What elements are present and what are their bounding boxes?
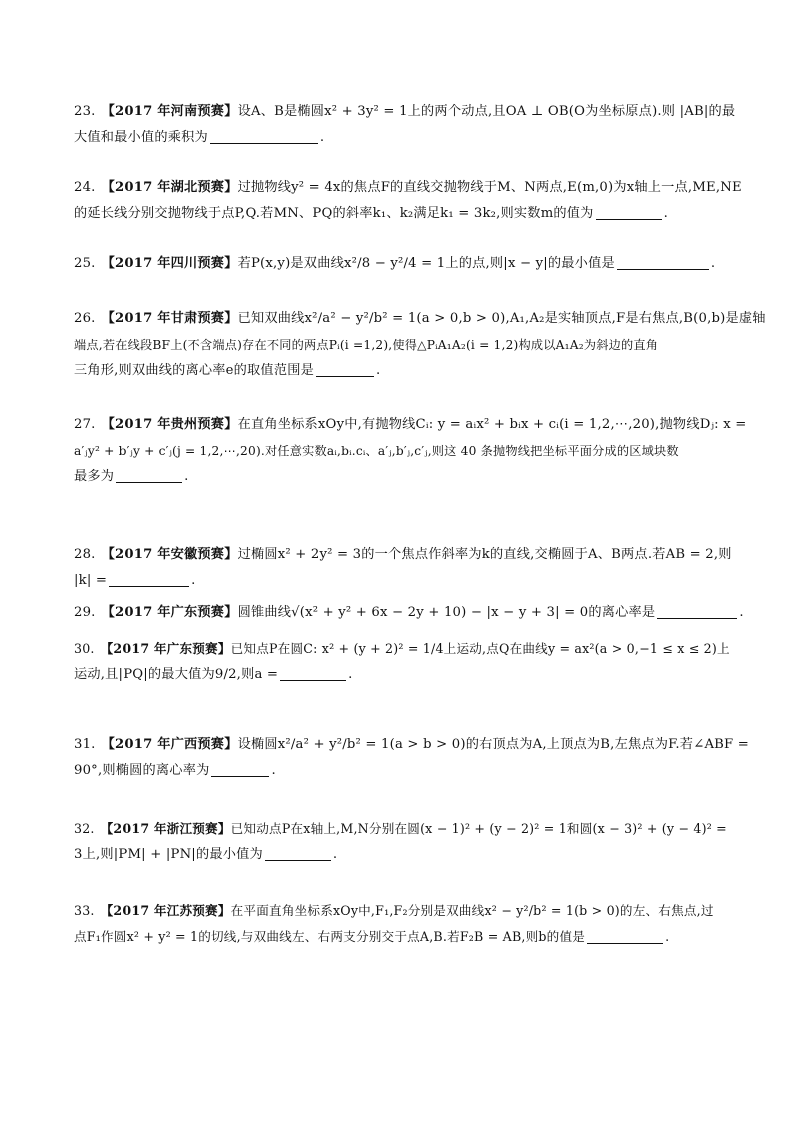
problem-line xyxy=(74,568,724,594)
problem-line xyxy=(74,251,724,277)
problem-line xyxy=(74,842,724,868)
problem-number: 30. xyxy=(74,641,95,656)
problem-number: 28. xyxy=(74,547,96,562)
problem-source-tag: 【2017 年广东预赛】 xyxy=(101,605,238,620)
problem-number: 24. xyxy=(74,180,96,195)
problem-text: 过椭圆x² + 2y² = 3的一个焦点作斜率为k的直线,交椭圆于A、B两点.若AB = 2,则 xyxy=(237,547,732,562)
problem-text: 已知双曲线x²/a² − y²/b² = 1(a > 0,b > 0),A₁,A₂是实轴顶点,F是右焦点,B(0,b)是虚轴 xyxy=(237,311,766,326)
problem-source-tag: 【2017 年广东预赛】 xyxy=(100,641,231,656)
problem-line xyxy=(74,542,732,568)
problem-tail: . xyxy=(319,130,325,145)
problem-text: 最多为 xyxy=(74,469,115,484)
problem-line xyxy=(74,125,724,151)
problem-text: 过抛物线y² = 4x的焦点F的直线交抛物线于M、N两点,E(m,0)为x轴上一点,ME,NE xyxy=(237,180,742,195)
answer-blank[interactable] xyxy=(211,762,269,777)
problem-tail: . xyxy=(663,206,668,221)
problem-24 xyxy=(74,175,742,227)
answer-blank[interactable] xyxy=(617,255,709,270)
problem-text: 在平面直角坐标系xOy中,F₁,F₂分别是双曲线x² − y²/b² = 1(b > 0)的左、右焦点,过 xyxy=(230,903,714,918)
problem-text: 大值和最小值的乘积为 xyxy=(74,130,208,145)
problem-line xyxy=(74,332,724,358)
problem-text: a′ⱼy² + b′ⱼy + c′ⱼ(j = 1,2,⋯,20).对任意实数aᵢ,bᵢ.cᵢ、a′ⱼ,b′ⱼ,c′ⱼ,则这 40 条抛物线把坐标平面分成的区域块数 xyxy=(74,444,679,458)
problem-31 xyxy=(74,732,750,784)
answer-blank[interactable] xyxy=(587,929,663,944)
problem-line xyxy=(74,358,724,384)
problem-number: 25. xyxy=(74,256,96,271)
problem-source-tag: 【2017 年甘肃预赛】 xyxy=(101,311,238,326)
problem-tail: . xyxy=(332,847,338,862)
problem-tail: . xyxy=(665,929,670,944)
problem-tail: . xyxy=(184,469,189,484)
problem-text: 若P(x,y)是双曲线x²/8 − y²/4 = 1上的点,则|x − y|的最小值是 xyxy=(237,256,615,271)
problem-tail: . xyxy=(375,363,381,378)
problem-tail: . xyxy=(348,667,353,682)
answer-blank[interactable] xyxy=(210,129,318,144)
problem-33 xyxy=(74,898,724,950)
problem-source-tag: 【2017 年安徽预赛】 xyxy=(101,547,238,562)
problem-line xyxy=(74,600,744,626)
problem-25 xyxy=(74,251,724,277)
problem-source-tag: 【2017 年浙江预赛】 xyxy=(100,821,231,836)
problem-28 xyxy=(74,542,732,594)
problem-23 xyxy=(74,99,736,151)
problem-source-tag: 【2017 年四川预赛】 xyxy=(101,256,238,271)
answer-blank[interactable] xyxy=(109,572,189,587)
problem-source-tag: 【2017 年贵州预赛】 xyxy=(101,417,238,432)
problem-27 xyxy=(74,412,747,490)
problem-source-tag: 【2017 年河南预赛】 xyxy=(101,104,238,119)
problem-number: 31. xyxy=(74,737,96,752)
problem-text: 运动,且|PQ|的最大值为9/2,则a = xyxy=(74,667,279,682)
problem-line xyxy=(74,438,724,464)
answer-blank[interactable] xyxy=(316,362,374,377)
problem-text: 90°,则椭圆的离心率为 xyxy=(74,763,210,778)
answer-blank[interactable] xyxy=(116,468,182,483)
problem-text: 的延长线分别交抛物线于点P,Q.若MN、PQ的斜率k₁、k₂满足k₁ = 3k₂,则实数m的值为 xyxy=(74,206,594,221)
problem-text: 端点,若在线段BF上(不含端点)存在不同的两点Pᵢ(i =1,2),使得△PᵢA₁A₂(i = 1,2)构成以A₁A₂为斜边的直角 xyxy=(74,338,659,352)
problem-tail: . xyxy=(191,573,196,588)
problem-32 xyxy=(74,816,727,868)
problem-26 xyxy=(74,306,766,384)
problem-tail: . xyxy=(271,763,276,778)
problem-line xyxy=(74,201,724,227)
problem-text: 点F₁作圆x² + y² = 1的切线,与双曲线左、右两支分别交于点A,B.若F₂B = AB,则b的值是 xyxy=(74,929,586,944)
problem-line xyxy=(74,816,727,842)
problem-text: 已知点P在圆C: x² + (y + 2)² = 1/4上运动,点Q在曲线y = ax²(a > 0,−1 ≤ x ≤ 2)上 xyxy=(230,641,730,656)
answer-blank[interactable] xyxy=(596,205,662,220)
answer-blank[interactable] xyxy=(280,666,346,681)
answer-blank[interactable] xyxy=(265,846,331,861)
problem-number: 26. xyxy=(74,311,96,326)
answer-blank[interactable] xyxy=(657,604,737,619)
problem-number: 23. xyxy=(74,104,96,119)
problem-line xyxy=(74,732,750,758)
problem-line xyxy=(74,662,724,688)
problem-text: 设A、B是椭圆x² + 3y² = 1上的两个动点,且OA ⊥ OB(O为坐标原点).则 |AB|的最 xyxy=(237,104,736,119)
problem-number: 32. xyxy=(74,821,95,836)
problem-30 xyxy=(74,636,730,688)
problem-line xyxy=(74,924,724,950)
problem-number: 27. xyxy=(74,417,96,432)
problem-source-tag: 【2017 年广西预赛】 xyxy=(101,737,238,752)
problem-text: 已知动点P在x轴上,M,N分别在圆(x − 1)² + (y − 2)² = 1和圆(x − 3)² + (y − 4)² = xyxy=(230,821,727,836)
problem-number: 33. xyxy=(74,903,95,918)
problem-source-tag: 【2017 年湖北预赛】 xyxy=(101,180,238,195)
problem-text: 圆锥曲线√(x² + y² + 6x − 2y + 10) − |x − y + 3| = 0的离心率是 xyxy=(237,605,656,620)
problem-line xyxy=(74,758,724,784)
problem-line xyxy=(74,464,724,490)
problem-29 xyxy=(74,600,744,626)
problem-text: 设椭圆x²/a² + y²/b² = 1(a > b > 0)的右顶点为A,上顶点为B,左焦点为F.若∠ABF = xyxy=(237,737,750,752)
problem-text: 在直角坐标系xOy中,有抛物线Cᵢ: y = aᵢx² + bᵢx + cᵢ(i = 1,2,⋯,20),抛物线Dⱼ: x = xyxy=(237,417,747,432)
problem-line xyxy=(74,175,742,201)
problem-line xyxy=(74,636,730,662)
problem-line xyxy=(74,898,724,924)
problem-line xyxy=(74,412,747,438)
problem-source-tag: 【2017 年江苏预赛】 xyxy=(100,903,231,918)
problem-text: 3上,则|PM| + |PN|的最小值为 xyxy=(74,847,263,862)
problem-tail: . xyxy=(710,256,716,271)
problem-line xyxy=(74,99,736,125)
problem-line xyxy=(74,306,766,332)
problem-text: |k| = xyxy=(74,573,108,588)
problem-number: 29. xyxy=(74,605,96,620)
problem-tail: . xyxy=(739,605,744,620)
problem-text: 三角形,则双曲线的离心率e的取值范围是 xyxy=(74,363,314,378)
